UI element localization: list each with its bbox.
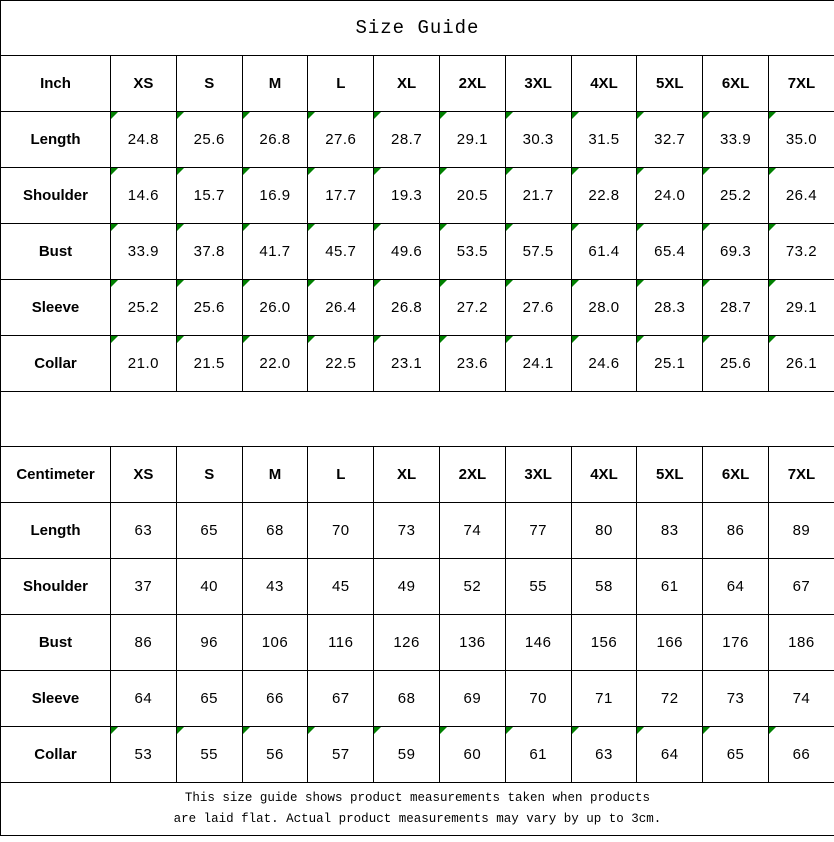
value-cell: 58 [571, 559, 637, 615]
measurement-row [1, 559, 834, 615]
row-label-cell: Bust [1, 224, 111, 280]
footer-note [1, 783, 834, 836]
value-cell: 37 [111, 559, 177, 615]
size-header-cell: M [242, 447, 308, 503]
size-header-row [1, 56, 834, 112]
spacer-row [1, 392, 834, 447]
value-cell: 73 [703, 671, 769, 727]
value-cell: 69.3 [703, 224, 769, 280]
value-cell: 29.1 [439, 112, 505, 168]
value-cell: 116 [308, 615, 374, 671]
value-cell: 80 [571, 503, 637, 559]
row-label-cell: Collar [1, 336, 111, 392]
measurement-row [1, 168, 834, 224]
value-cell: 22.0 [242, 336, 308, 392]
size-header-cell: XS [111, 56, 177, 112]
spacer-cell [1, 392, 834, 447]
value-cell: 69 [439, 671, 505, 727]
value-cell: 14.6 [111, 168, 177, 224]
unit-header-cell: Centimeter [1, 447, 111, 503]
value-cell: 65.4 [637, 224, 703, 280]
value-cell: 26.4 [308, 280, 374, 336]
value-cell: 37.8 [176, 224, 242, 280]
size-header-cell: 3XL [505, 56, 571, 112]
measurement-row [1, 336, 834, 392]
size-header-cell: 7XL [768, 56, 834, 112]
size-header-cell: 4XL [571, 447, 637, 503]
row-label-cell: Shoulder [1, 168, 111, 224]
value-cell: 28.7 [703, 280, 769, 336]
value-cell: 63 [571, 727, 637, 783]
value-cell: 32.7 [637, 112, 703, 168]
value-cell: 74 [439, 503, 505, 559]
value-cell: 66 [768, 727, 834, 783]
value-cell: 106 [242, 615, 308, 671]
size-header-row [1, 447, 834, 503]
value-cell: 23.1 [374, 336, 440, 392]
value-cell: 21.0 [111, 336, 177, 392]
value-cell: 26.8 [374, 280, 440, 336]
size-header-cell: S [176, 447, 242, 503]
value-cell: 24.0 [637, 168, 703, 224]
value-cell: 156 [571, 615, 637, 671]
value-cell: 15.7 [176, 168, 242, 224]
value-cell: 27.6 [308, 112, 374, 168]
measurement-row [1, 671, 834, 727]
footer-row [1, 783, 834, 836]
size-header-cell: S [176, 56, 242, 112]
value-cell: 27.6 [505, 280, 571, 336]
value-cell: 77 [505, 503, 571, 559]
measurement-row [1, 615, 834, 671]
value-cell: 33.9 [703, 112, 769, 168]
value-cell: 166 [637, 615, 703, 671]
footer-note-line2: are laid flat. Actual product measurements may vary by up to 3cm. [173, 812, 662, 826]
size-header-cell: XS [111, 447, 177, 503]
value-cell: 25.6 [176, 112, 242, 168]
value-cell: 40 [176, 559, 242, 615]
value-cell: 53 [111, 727, 177, 783]
value-cell: 24.6 [571, 336, 637, 392]
value-cell: 64 [637, 727, 703, 783]
value-cell: 72 [637, 671, 703, 727]
value-cell: 73 [374, 503, 440, 559]
measurement-row [1, 112, 834, 168]
value-cell: 45.7 [308, 224, 374, 280]
size-header-cell: 7XL [768, 447, 834, 503]
value-cell: 16.9 [242, 168, 308, 224]
size-header-cell: 2XL [439, 447, 505, 503]
row-label-cell: Sleeve [1, 280, 111, 336]
value-cell: 71 [571, 671, 637, 727]
value-cell: 61 [637, 559, 703, 615]
row-label-cell: Bust [1, 615, 111, 671]
size-header-cell: 6XL [703, 56, 769, 112]
size-header-cell: 3XL [505, 447, 571, 503]
value-cell: 29.1 [768, 280, 834, 336]
value-cell: 28.3 [637, 280, 703, 336]
value-cell: 70 [308, 503, 374, 559]
title-row [1, 1, 834, 56]
value-cell: 63 [111, 503, 177, 559]
value-cell: 27.2 [439, 280, 505, 336]
measurement-row [1, 280, 834, 336]
value-cell: 22.8 [571, 168, 637, 224]
value-cell: 67 [308, 671, 374, 727]
value-cell: 45 [308, 559, 374, 615]
value-cell: 55 [505, 559, 571, 615]
size-header-cell: L [308, 447, 374, 503]
value-cell: 25.6 [176, 280, 242, 336]
value-cell: 24.8 [111, 112, 177, 168]
size-header-cell: M [242, 56, 308, 112]
inch-section [1, 56, 834, 392]
value-cell: 89 [768, 503, 834, 559]
value-cell: 83 [637, 503, 703, 559]
size-header-cell: 5XL [637, 447, 703, 503]
value-cell: 57.5 [505, 224, 571, 280]
value-cell: 28.7 [374, 112, 440, 168]
value-cell: 70 [505, 671, 571, 727]
value-cell: 17.7 [308, 168, 374, 224]
value-cell: 65 [176, 503, 242, 559]
value-cell: 61 [505, 727, 571, 783]
value-cell: 60 [439, 727, 505, 783]
value-cell: 65 [176, 671, 242, 727]
size-header-cell: 4XL [571, 56, 637, 112]
value-cell: 66 [242, 671, 308, 727]
value-cell: 33.9 [111, 224, 177, 280]
value-cell: 176 [703, 615, 769, 671]
value-cell: 26.0 [242, 280, 308, 336]
value-cell: 65 [703, 727, 769, 783]
value-cell: 26.4 [768, 168, 834, 224]
value-cell: 20.5 [439, 168, 505, 224]
value-cell: 26.1 [768, 336, 834, 392]
value-cell: 146 [505, 615, 571, 671]
size-header-cell: 2XL [439, 56, 505, 112]
value-cell: 67 [768, 559, 834, 615]
value-cell: 23.6 [439, 336, 505, 392]
value-cell: 68 [242, 503, 308, 559]
value-cell: 64 [703, 559, 769, 615]
row-label-cell: Collar [1, 727, 111, 783]
value-cell: 49.6 [374, 224, 440, 280]
value-cell: 41.7 [242, 224, 308, 280]
row-label-cell: Shoulder [1, 559, 111, 615]
centimeter-section [1, 447, 834, 783]
value-cell: 86 [703, 503, 769, 559]
value-cell: 43 [242, 559, 308, 615]
value-cell: 53.5 [439, 224, 505, 280]
value-cell: 74 [768, 671, 834, 727]
value-cell: 35.0 [768, 112, 834, 168]
value-cell: 21.5 [176, 336, 242, 392]
size-header-cell: 6XL [703, 447, 769, 503]
page-title: Size Guide [1, 1, 834, 56]
value-cell: 55 [176, 727, 242, 783]
size-header-cell: 5XL [637, 56, 703, 112]
measurement-row [1, 224, 834, 280]
size-header-cell: XL [374, 447, 440, 503]
value-cell: 64 [111, 671, 177, 727]
measurement-row [1, 727, 834, 783]
footer-note-line1: This size guide shows product measurements taken when products [184, 791, 650, 806]
value-cell: 73.2 [768, 224, 834, 280]
value-cell: 56 [242, 727, 308, 783]
value-cell: 25.2 [703, 168, 769, 224]
value-cell: 61.4 [571, 224, 637, 280]
size-header-cell: XL [374, 56, 440, 112]
row-label-cell: Length [1, 503, 111, 559]
value-cell: 28.0 [571, 280, 637, 336]
value-cell: 24.1 [505, 336, 571, 392]
value-cell: 52 [439, 559, 505, 615]
value-cell: 31.5 [571, 112, 637, 168]
value-cell: 19.3 [374, 168, 440, 224]
value-cell: 25.2 [111, 280, 177, 336]
value-cell: 96 [176, 615, 242, 671]
row-label-cell: Sleeve [1, 671, 111, 727]
value-cell: 136 [439, 615, 505, 671]
row-label-cell: Length [1, 112, 111, 168]
value-cell: 25.6 [703, 336, 769, 392]
value-cell: 59 [374, 727, 440, 783]
unit-header-cell: Inch [1, 56, 111, 112]
size-header-cell: L [308, 56, 374, 112]
value-cell: 68 [374, 671, 440, 727]
measurement-row [1, 503, 834, 559]
value-cell: 186 [768, 615, 834, 671]
value-cell: 57 [308, 727, 374, 783]
value-cell: 86 [111, 615, 177, 671]
value-cell: 49 [374, 559, 440, 615]
value-cell: 26.8 [242, 112, 308, 168]
value-cell: 126 [374, 615, 440, 671]
value-cell: 25.1 [637, 336, 703, 392]
value-cell: 22.5 [308, 336, 374, 392]
value-cell: 30.3 [505, 112, 571, 168]
value-cell: 21.7 [505, 168, 571, 224]
